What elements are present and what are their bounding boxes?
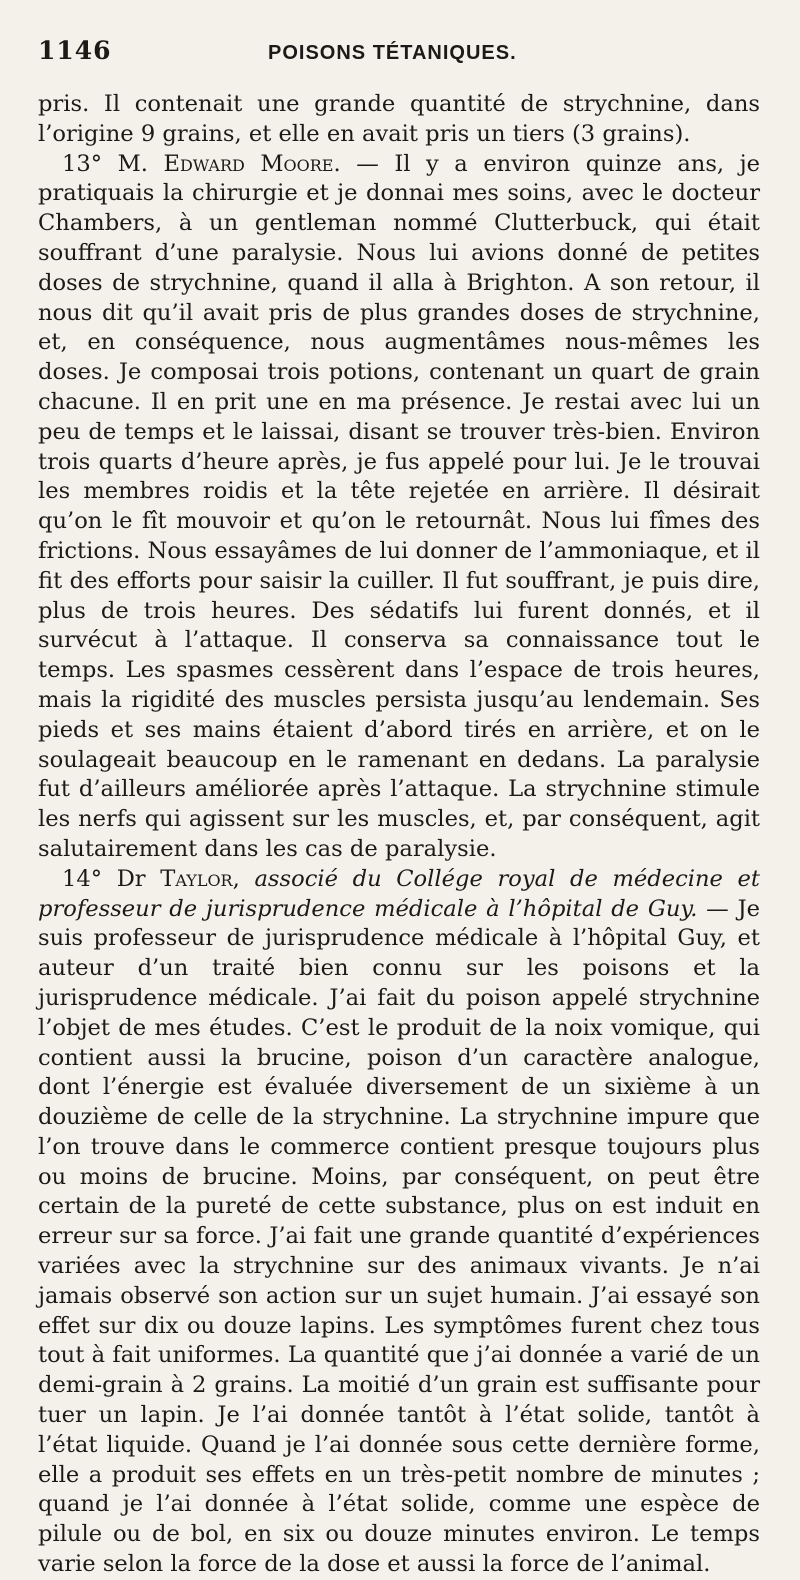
testimony-number: 13° M.: [62, 150, 148, 177]
witness-name: Edward Moore.: [163, 150, 341, 177]
paragraph-testimony-14: [38, 865, 760, 1580]
witness-name: Taylor,: [160, 865, 240, 892]
body-text: [38, 90, 760, 1580]
page-header: [38, 36, 760, 76]
paragraph-testimony-13: [38, 150, 760, 865]
running-title: POISONS TÉTANIQUES.: [268, 42, 517, 64]
testimony-text: — Je suis professeur de jurisprudence médicale à l’hôpital Guy, et auteur d’un traité bien connu sur les poisons et la jurisprudence médicale. J’ai fait du poison appelé strychnine l’objet de mes études. C’est le produit de la noix vomique, qui contient aussi la brucine, poison d’un caractère analogue, dont l’énergie est évaluée diversement de un sixième à un douzième de celle de la strychnine. La strychnine impure que l’on trouve dans le commerce contient presque toujours plus ou moins de brucine. Moins, par conséquent, on peut être certain de la pureté de cette substance, plus on est induit en erreur sur sa force. J’ai fait une grande quantité d’expériences variées avec la strychnine sur des animaux vivants. Je n’ai jamais observé son action sur un sujet humain. J’ai essayé son effet sur dix ou douze lapins. Les symptômes furent chez tous tout à fait uniformes. La quantité que j’ai donnée a varié de un demi-grain à 2 grains. La moitié d’un grain est suffisante pour tuer un lapin. Je l’ai donnée tantôt à l’état solide, tantôt à l’état liquide. Quand je l’ai donnée sous cette dernière forme, elle a produit ses effets en un très-petit nombre de minutes ; quand je l’ai donnée à l’état solide, comme une espèce de pilule ou de bol, en six ou douze minutes environ. Le temps varie selon la force de la dose et aussi la force de l’animal.: [38, 895, 760, 1578]
testimony-number: 14° Dr: [62, 865, 146, 892]
testimony-text: — Il y a environ quinze ans, je pratiquais la chirurgie et je donnai mes soins, avec le docteur Chambers, à un gentleman nommé Clutterbuck, qui était souffrant d’une paralysie. Nous lui avions donné de petites doses de strychnine, quand il alla à Brighton. A son retour, il nous dit qu’il avait pris de plus grandes doses de strychnine, et, en conséquence, nous augmentâmes nous-mêmes les doses. Je composai trois potions, contenant un quart de grain chacune. Il en prit une en ma présence. Je restai avec lui un peu de temps et le laissai, disant se trouver très-bien. Environ trois quarts d’heure après, je fus appelé pour lui. Je le trouvai les membres roidis et la tête rejetée en arrière. Il désirait qu’on le fît mouvoir et qu’on le retournât. Nous lui fîmes des frictions. Nous essayâmes de lui donner de l’ammoniaque, et il fit des efforts pour saisir la cuiller. Il fut souffrant, je puis dire, plus de trois heures. Des sédatifs lui furent donnés, et il survécut à l’attaque. Il conserva sa connaissance tout le temps. Les spasmes cessèrent dans l’espace de trois heures, mais la rigidité des muscles persista jusqu’au lendemain. Ses pieds et ses mains étaient d’abord tirés en arrière, et on le soulageait beaucoup en le ramenant en dedans. La paralysie fut d’ailleurs améliorée après l’attaque. La strychnine stimule les nerfs qui agissent sur les muscles, et, par conséquent, agit salutairement dans les cas de paralysie.: [38, 150, 761, 862]
page-number: 1146: [38, 36, 112, 65]
witness-title: associé du Collége royal de médecine et professeur de jurisprudence médicale à l’hôpital de Guy.: [38, 865, 760, 922]
paragraph-continuation: pris. Il contenait une grande quantité de strychnine, dans l’origine 9 grains, et elle en avait pris un tiers (3 grains).: [38, 91, 760, 147]
